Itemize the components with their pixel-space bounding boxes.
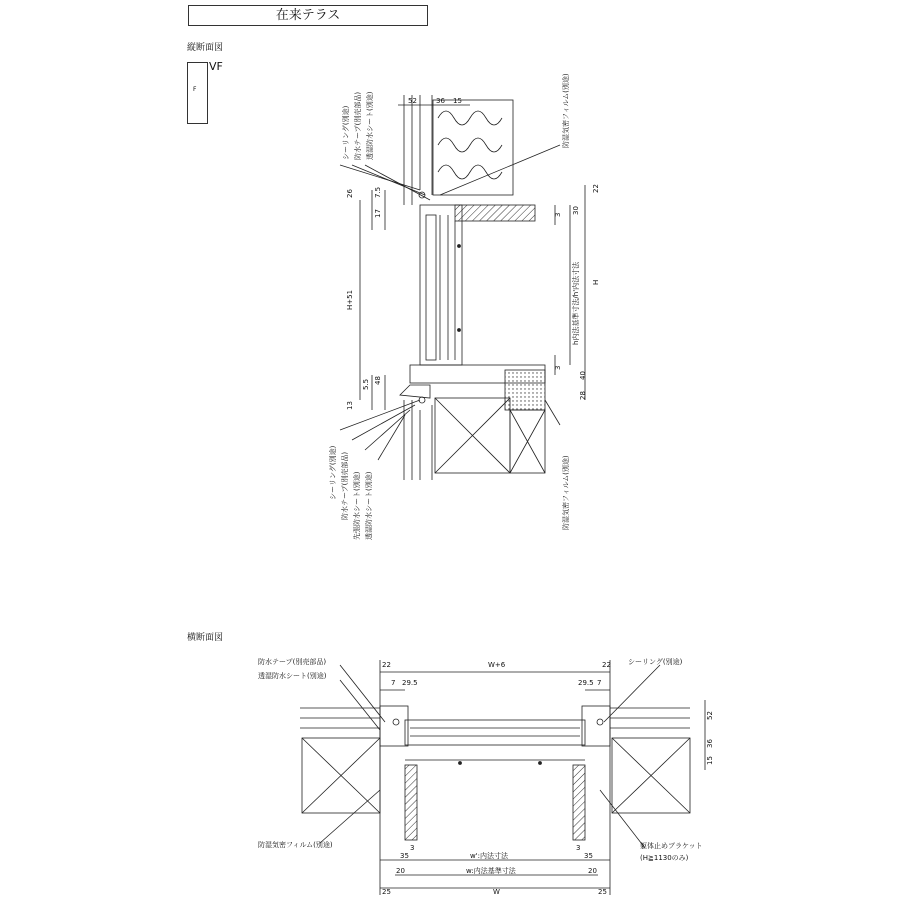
vertical-section-drawing [340, 95, 585, 480]
h-dim-top-left-7: 7 [391, 679, 396, 687]
label-waterproof-tape-bottom: 防水テープ(別売部品) [341, 451, 349, 520]
h-dim-top-right-7: 7 [597, 679, 602, 687]
label-waterproof-tape-top: 防水テープ(別売部品) [354, 91, 362, 160]
dim-right-3-top: 3 [554, 212, 562, 217]
vertical-section-label: 縦断面図 [187, 43, 224, 53]
legend-type-code: VF [209, 60, 223, 73]
h-dim-top-right-29-5: 29.5 [578, 679, 594, 687]
h-dim-bottom-20-left: 20 [396, 867, 405, 875]
h-label-breathable-sheet: 透湿防水シート(別途) [258, 672, 327, 680]
h-dim-top-left-29-5: 29.5 [402, 679, 418, 687]
h-label-waterproof-tape: 防水テープ(別売部品) [258, 658, 327, 666]
dim-left-26: 26 [346, 189, 354, 198]
dim-right-3-bottom: 3 [554, 365, 562, 370]
dim-right-h: H [592, 279, 600, 285]
label-vapor-film-bottom: 防湿気密フィルム(別途) [562, 455, 570, 530]
horizontal-section-label: 横断面図 [187, 633, 224, 643]
h-dim-bottom-20-right: 20 [588, 867, 597, 875]
label-breathable-sheet-bottom: 透湿防水シート(別途) [365, 471, 373, 540]
h-dim-bottom-inner: w':内法寸法 [470, 852, 509, 860]
dim-left-h51: H+51 [346, 289, 354, 310]
dim-left-48: 48 [374, 376, 382, 385]
dim-right-inner: h内法基準寸法/h'内法寸法 [572, 261, 580, 345]
label-vapor-film-top: 防湿気密フィルム(別途) [562, 73, 570, 148]
dim-left-5-5: 5.5 [362, 378, 370, 390]
h-dim-right-15: 15 [706, 756, 714, 765]
h-dim-bottom-35-right: 35 [584, 852, 593, 860]
dim-right-28: 28 [579, 391, 587, 400]
dim-left-13: 13 [346, 401, 354, 410]
dim-right-22: 22 [592, 184, 600, 193]
h-label-bracket: 躯体止めブラケット [640, 842, 703, 850]
h-dim-bottom-3-left: 3 [410, 844, 415, 852]
dim-left-17: 17 [374, 209, 382, 218]
label-sealing-bottom: シーリング(別途) [329, 445, 337, 500]
h-dim-bottom-25-right: 25 [598, 888, 607, 896]
legend-panel-code: F [193, 86, 197, 93]
label-sealing-top: シーリング(別途) [342, 105, 350, 160]
h-label-vapor-film: 防湿気密フィルム(別途) [258, 841, 333, 849]
h-label-bracket-note: (H≧1130のみ) [640, 854, 689, 862]
h-label-sealing: シーリング(別途) [628, 658, 683, 666]
label-breathable-sheet-top: 透湿防水シート(別途) [366, 91, 374, 160]
h-dim-bottom-ref: w:内法基準寸法 [466, 867, 516, 875]
h-dim-right-36: 36 [706, 739, 714, 748]
dim-right-30: 30 [572, 206, 580, 215]
dim-right-40: 40 [579, 371, 587, 380]
dim-left-7-5: 7.5 [374, 186, 382, 198]
page-title: 在来テラス [188, 5, 428, 26]
h-dim-top-w6: W+6 [488, 661, 506, 669]
dim-top-15: 15 [453, 97, 462, 105]
dim-top-36: 36 [436, 97, 445, 105]
h-dim-top-22-right: 22 [602, 661, 611, 669]
dim-top-52: 52 [408, 97, 417, 105]
h-dim-right-52: 52 [706, 711, 714, 720]
h-dim-bottom-w: W [493, 888, 500, 896]
label-pre-sheet-bottom: 先張防水シート(別途) [353, 471, 361, 540]
h-dim-bottom-3-right: 3 [576, 844, 581, 852]
h-dim-bottom-35-left: 35 [400, 852, 409, 860]
h-dim-top-22-left: 22 [382, 661, 391, 669]
h-dim-bottom-25-left: 25 [382, 888, 391, 896]
